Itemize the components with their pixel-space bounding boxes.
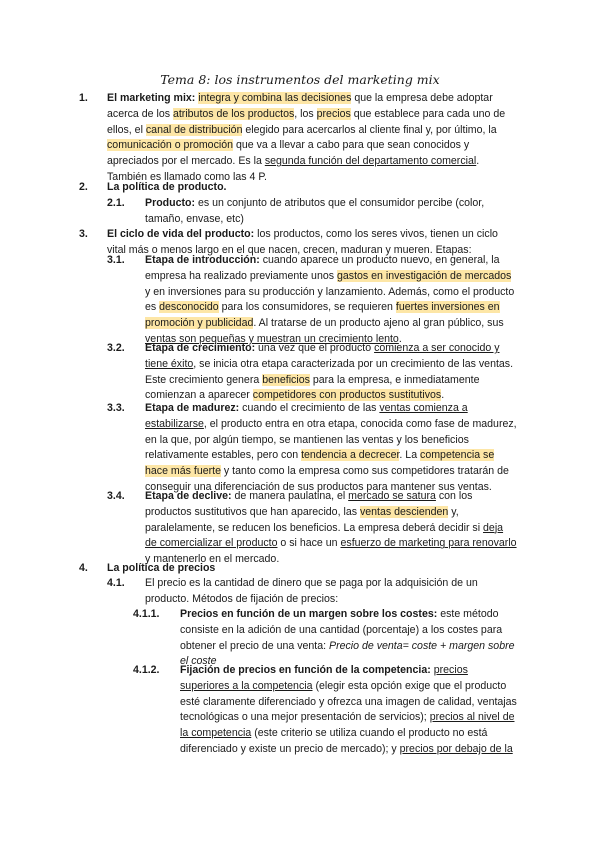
text-run: cuando el crecimiento de las: [239, 402, 380, 414]
text-run: (elegir esta opción exige que el producto esté claramente diferenciado y ofrezca una imagen de calidad, ventajas tecnológicas o una mejor presentación de servicios);: [180, 679, 517, 724]
highlighted-text: tendencia a decrecer: [301, 449, 400, 462]
text-run: y en inversiones para su producción y lanzamiento. Además, como el producto es: [145, 285, 515, 314]
text-run: una vez que el producto: [255, 342, 375, 354]
highlighted-text: atributos de los productos: [172, 107, 295, 120]
document-title: Tema 8: los instrumentos del marketing mix: [160, 72, 440, 87]
underlined-text: ventas son pequeñas y muestran un crecimiento lento: [145, 332, 399, 345]
bold-heading: Etapa de declive:: [145, 490, 232, 502]
highlighted-text: fuertes inversiones en promoción y publicidad: [145, 301, 500, 330]
highlighted-text: canal de distribución: [145, 123, 243, 136]
text-run: . La: [399, 449, 421, 462]
section-number: 4.1.1.: [133, 608, 160, 620]
text-run: y mantenerlo en el mercado.: [145, 553, 280, 566]
highlighted-text: ventas descienden: [359, 505, 449, 518]
section-number: 4.1.: [107, 577, 125, 589]
text-run: El precio es la cantidad de dinero que se paga por la adquisición de un producto. Métodos de fijación de precios:: [145, 577, 478, 605]
section-text: [145, 196, 517, 228]
bold-heading: Precios en función de un margen sobre los costes:: [180, 608, 438, 620]
section-text: [145, 341, 517, 404]
text-run: , se inicia otra etapa caracterizada por un crecimiento de las ventas. Este crecimiento genera: [145, 357, 514, 386]
text-run: los productos, como los seres vivos, tienen un ciclo vital más o menos largo en el que nacen, crecen, maduran y mueren. Etapas:: [107, 228, 498, 256]
section-text: [180, 663, 518, 758]
bold-heading: El marketing mix:: [107, 92, 196, 104]
highlighted-text: competidores con productos sustitutivos: [252, 389, 442, 402]
text-run: para la empresa, e inmediatamente comienzan a aparecer: [145, 373, 480, 402]
highlighted-text: gastos en investigación de mercados: [336, 269, 512, 282]
text-run: cuando aparece un producto nuevo, en general, la empresa ha realizado previamente unos: [145, 254, 500, 282]
underlined-text: ventas comienza a estabilizarse: [145, 402, 468, 430]
bold-heading: Etapa de introducción:: [145, 254, 260, 266]
section-number: 4.1.2.: [133, 664, 160, 676]
section-number: 1.: [79, 92, 88, 104]
text-run: .: [398, 332, 402, 345]
underlined-text: segunda función del departamento comercial: [264, 155, 477, 168]
text-run: este método consiste en la adición de una cantidad (porcentaje) a los costes para obtener el precio de una venta:: [180, 608, 503, 652]
highlighted-text: precios: [316, 107, 351, 120]
text-run: que va a llevar a cabo para que sean conocidos y apreciados por el mercado. Es la: [107, 139, 470, 168]
text-run: y tanto como la empresa como sus competidores tratarán de conseguir una diferenciación de sus productos para mantener sus ventas.: [145, 465, 509, 493]
underlined-text: deja de comercializar el producto: [145, 521, 504, 550]
section-text: [107, 561, 517, 577]
text-run: . También es llamado como las 4 P.: [107, 155, 480, 183]
section-text: [145, 576, 517, 608]
section-number: 3.3.: [107, 402, 125, 414]
underlined-text: mercado se satura: [348, 490, 436, 502]
section-number: 3.2.: [107, 342, 125, 354]
bold-heading: Etapa de crecimiento:: [145, 342, 256, 354]
text-run: , el producto entra en otra etapa, conocida como fase de madurez, en la que, por algún tiempo, se mantienen las ventas y los beneficios relativamente estables, pero con: [145, 417, 517, 462]
section-text: [107, 91, 517, 186]
text-run: que la empresa debe adoptar acerca de los: [107, 92, 493, 120]
section-number: 3.1.: [107, 254, 125, 266]
bold-heading: Fijación de precios en función de la competencia:: [180, 664, 431, 676]
text-run: , los: [294, 107, 317, 120]
section-text: [180, 607, 518, 670]
bold-heading: La política de precios: [107, 562, 216, 574]
bold-heading: Etapa de madurez:: [145, 402, 240, 414]
section-text: [145, 253, 517, 348]
text-run: es un conjunto de atributos que el consumidor percibe (color, tamaño, envase, etc): [145, 197, 485, 225]
underlined-text: precios superiores a la competencia: [180, 664, 468, 692]
underlined-text: precios por debajo de la: [399, 742, 513, 755]
section-text: [145, 489, 517, 568]
highlighted-text: integra y combina las decisiones: [198, 92, 352, 104]
section-text: [107, 180, 517, 196]
highlighted-text: desconocido: [159, 301, 219, 314]
section-number: 2.: [79, 181, 88, 193]
section-number: 2.1.: [107, 197, 125, 209]
section-text: [145, 401, 517, 496]
text-run: .: [441, 389, 445, 402]
underlined-text: comienza a ser conocido y tiene éxito: [145, 342, 500, 370]
section-number: 3.4.: [107, 490, 125, 502]
text-run: de manera paulatina, el: [231, 490, 349, 502]
text-run: Precio de venta= coste + margen sobre el coste: [180, 639, 515, 668]
highlighted-text: comunicación o promoción: [107, 139, 234, 152]
text-run: . Al tratarse de un producto ajeno al gran público, sus: [253, 317, 504, 330]
highlighted-text: beneficios: [262, 373, 310, 386]
highlighted-text: competencia se hace más fuerte: [145, 449, 495, 478]
text-run: que establece para cada uno de ellos, el: [107, 107, 506, 136]
text-run: y, paralelamente, se reducen los beneficios. La empresa deberá decidir si: [145, 505, 484, 534]
underlined-text: precios al nivel de la competencia: [180, 711, 515, 740]
section-number: 4.: [79, 562, 88, 574]
text-run: con los productos sustitutivos que han aparecido, las: [145, 490, 473, 518]
underlined-text: esfuerzo de marketing para renovarlo: [340, 537, 517, 550]
section-number: 3.: [79, 228, 88, 240]
text-run: (este criterio se utiliza cuando el producto no está diferenciado y existe un precio de mercado); y: [180, 727, 488, 755]
bold-heading: El ciclo de vida del producto:: [107, 228, 255, 240]
text-run: elegido para acercarlos al cliente final y, por último, la: [242, 123, 497, 136]
bold-heading: Producto:: [145, 197, 196, 209]
text-run: o si hace un: [277, 537, 341, 550]
bold-heading: La política de producto.: [107, 181, 227, 193]
text-run: para los consumidores, se requieren: [218, 301, 396, 314]
